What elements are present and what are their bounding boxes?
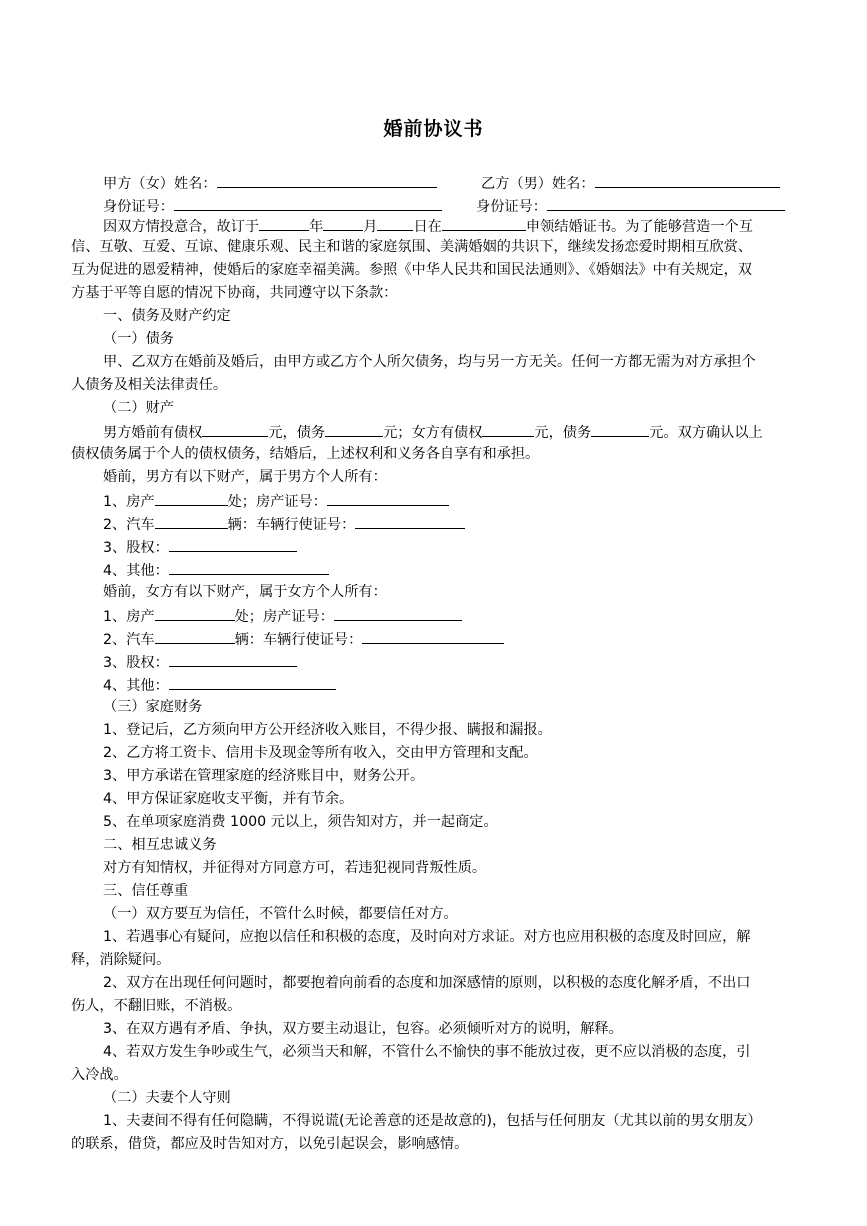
trust-item-4-line-1: 4、若双方发生争吵或生气，必须当天和解，不管什么不愉快的事不能放过夜，更不应以消极的态度，引 — [103, 1044, 751, 1060]
trust-item-2-line-2: 伤人，不翻旧账，不消极。 — [71, 998, 242, 1014]
male-other-blank[interactable] — [169, 559, 329, 575]
male-car-count-blank[interactable] — [155, 513, 228, 529]
party-b-id-label: 身份证号： — [476, 199, 547, 215]
finance-item-2: 2、乙方将工资卡、信用卡及现金等所有收入，交由甲方管理和支配。 — [103, 745, 538, 761]
month-label: 月 — [363, 219, 378, 235]
car-label: 2、汽车 — [103, 632, 155, 648]
intro-text: 申领结婚证书。为了能够营造一个互 — [525, 219, 753, 235]
intro-text: 因双方情投意合，故订于 — [103, 219, 260, 235]
female-house-count-blank[interactable] — [155, 605, 235, 621]
property-text: 元。双方确认以上 — [649, 425, 763, 441]
trust-subheading-2: （二）夫妻个人守则 — [103, 1090, 231, 1106]
trust-item-2-line-1: 2、双方在出现任何问题时，都要抱着向前看的态度和加深感情的原则，以积极的态度化解矛盾，不出口 — [103, 975, 751, 991]
female-house-cert-blank[interactable] — [334, 605, 462, 621]
other-label: 4、其他： — [103, 563, 169, 579]
house-label: 1、房产 — [103, 609, 155, 625]
intro-line-3: 互为促进的恩爱精神，使婚后的家庭幸福美满。参照《中华人民共和国民法通则》、《婚姻法》中有关规定，双 — [71, 262, 752, 278]
male-stock-blank[interactable] — [169, 536, 297, 552]
property-line-1 — [103, 421, 763, 443]
male-stock-line — [103, 536, 297, 558]
male-car-license-blank[interactable] — [355, 513, 465, 529]
finance-item-4: 4、甲方保证家庭收支平衡，并有节余。 — [103, 791, 354, 807]
party-a-name-line — [103, 172, 437, 194]
party-b-id-line — [476, 195, 785, 217]
male-house-cert-blank[interactable] — [327, 490, 449, 506]
party-b-name-label: 乙方（男）姓名： — [481, 176, 595, 192]
male-credit-blank[interactable] — [202, 421, 268, 437]
year-label: 年 — [309, 219, 324, 235]
rule-item-1-line-2: 的联系，借贷，都应及时告知对方，以免引起误会，影响感情。 — [71, 1136, 469, 1152]
section-3-heading: 三、信任尊重 — [103, 883, 189, 899]
day-blank[interactable] — [377, 215, 413, 231]
house-cert-label: 处；房产证号： — [234, 609, 334, 625]
female-other-blank[interactable] — [169, 674, 336, 690]
car-license-label: 辆：车辆行使证号： — [234, 632, 363, 648]
female-car-count-blank[interactable] — [155, 628, 235, 644]
month-blank[interactable] — [323, 215, 363, 231]
place-blank[interactable] — [442, 215, 526, 231]
party-a-id-line — [103, 195, 442, 217]
finance-item-3: 3、甲方承诺在管理家庭的经济账目中，财务公开。 — [103, 768, 425, 784]
finance-item-1: 1、登记后，乙方须向甲方公开经济收入账目，不得少报、瞒报和漏报。 — [103, 722, 552, 738]
property-text: 元；女方有债权 — [383, 425, 483, 441]
intro-line-4: 方基于平等自愿的情况下协商，共同遵守以下条款： — [71, 285, 398, 301]
intro-line-1 — [103, 215, 753, 237]
house-cert-label: 处；房产证号： — [227, 494, 327, 510]
section-1-heading: 一、债务及财产约定 — [103, 308, 231, 324]
party-b-name-line — [481, 172, 780, 194]
rule-item-1-line-1: 1、夫妻间不得有任何隐瞒，不得说谎(无论善意的还是故意的)，包括与任何朋友（尤其以前的男女朋友） — [103, 1113, 762, 1129]
car-label: 2、汽车 — [103, 517, 155, 533]
party-b-name-blank[interactable] — [595, 172, 780, 188]
male-other-line — [103, 559, 329, 581]
trust-item-1-line-2: 释，消除疑问。 — [71, 952, 171, 968]
party-b-id-blank[interactable] — [547, 195, 785, 211]
car-license-label: 辆：车辆行使证号： — [227, 517, 356, 533]
stock-label: 3、股权： — [103, 655, 169, 671]
finance-heading: （三）家庭财务 — [103, 699, 203, 715]
party-a-name-label: 甲方（女）姓名： — [103, 176, 217, 192]
property-heading: （二）财产 — [103, 400, 174, 416]
finance-item-5: 5、在单项家庭消费 1000 元以上，须告知对方，并一起商定。 — [103, 814, 498, 830]
female-credit-blank[interactable] — [482, 421, 534, 437]
female-car-line — [103, 628, 504, 650]
document-title: 婚前协议书 — [383, 118, 484, 140]
female-debt-blank[interactable] — [591, 421, 649, 437]
male-debt-blank[interactable] — [325, 421, 383, 437]
trust-item-1-line-1: 1、若遇事心有疑问，应抱以信任和积极的态度，及时向对方求证。对方也应用积极的态度及时回应，解 — [103, 929, 751, 945]
property-line-2: 债权债务属于个人的债权债务，结婚后，上述权利和义务各自享有和承担。 — [71, 446, 540, 462]
other-label: 4、其他： — [103, 678, 169, 694]
house-label: 1、房产 — [103, 494, 155, 510]
intro-line-2: 信、互敬、互爱、互谅、健康乐观、民主和谐的家庭氛围、美满婚姻的共识下，继续发扬恋爱时期相互欣赏、 — [71, 239, 753, 255]
year-blank[interactable] — [259, 215, 309, 231]
stock-label: 3、股权： — [103, 540, 169, 556]
party-a-name-blank[interactable] — [217, 172, 437, 188]
section-2-heading: 二、相互忠诚义务 — [103, 837, 217, 853]
party-a-id-label: 身份证号： — [103, 199, 174, 215]
loyalty-line-1: 对方有知情权，并征得对方同意方可，若违犯视同背叛性质。 — [103, 860, 487, 876]
debt-line-1: 甲、乙双方在婚前及婚后，由甲方或乙方个人所欠债务，均与另一方无关。任何一方都无需为对方承担个 — [103, 354, 756, 370]
male-house-line — [103, 490, 449, 512]
day-label: 日在 — [413, 219, 442, 235]
debt-line-2: 人债务及相关法律责任。 — [71, 377, 228, 393]
property-text: 元，债务 — [268, 425, 326, 441]
trust-item-3: 3、在双方遇有矛盾、争执，双方要主动退让，包容。必须倾听对方的说明，解释。 — [103, 1021, 623, 1037]
female-property-intro: 婚前，女方有以下财产，属于女方个人所有： — [103, 584, 387, 600]
trust-item-4-line-2: 入冷战。 — [71, 1067, 128, 1083]
female-stock-blank[interactable] — [169, 651, 297, 667]
female-other-line — [103, 674, 336, 696]
party-a-id-blank[interactable] — [174, 195, 442, 211]
property-text: 元，债务 — [534, 425, 592, 441]
property-text: 男方婚前有债权 — [103, 425, 203, 441]
female-stock-line — [103, 651, 297, 673]
male-house-count-blank[interactable] — [155, 490, 228, 506]
trust-subheading-1: （一）双方要互为信任，不管什么时候，都要信任对方。 — [103, 906, 458, 922]
female-house-line — [103, 605, 462, 627]
male-car-line — [103, 513, 465, 535]
male-property-intro: 婚前，男方有以下财产，属于男方个人所有： — [103, 469, 387, 485]
female-car-license-blank[interactable] — [362, 628, 504, 644]
debt-heading: （一）债务 — [103, 331, 174, 347]
